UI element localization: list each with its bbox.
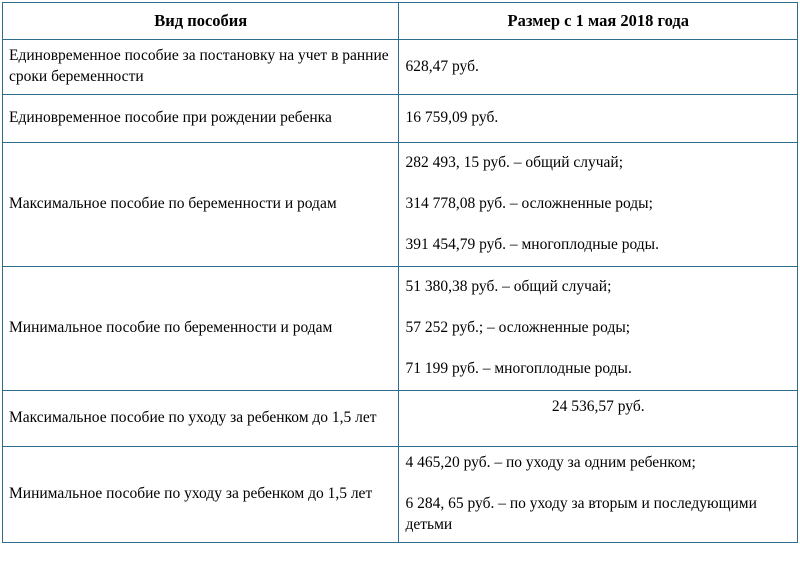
column-header-amount: Размер с 1 мая 2018 года [399, 3, 798, 40]
amount-line: 314 778,08 руб. – осложненные роды; [405, 195, 653, 213]
table-row [3, 267, 798, 391]
cell-benefit-amount [399, 391, 798, 447]
cell-benefit-amount [399, 143, 798, 267]
column-header-type: Вид пособия [3, 3, 399, 40]
amount-line: 628,47 руб. [405, 57, 479, 75]
amount-line: 391 454,79 руб. – многоплодные роды. [405, 236, 659, 254]
cell-benefit-amount [399, 95, 798, 143]
document-sheet [0, 2, 800, 576]
amount-line: 16 759,09 руб. [405, 109, 499, 127]
table-row [3, 447, 798, 543]
benefits-table [2, 2, 798, 543]
table-row [3, 143, 798, 267]
amount-line: 24 536,57 руб. [551, 398, 645, 416]
table-header-row [3, 3, 798, 40]
cell-benefit-amount [399, 40, 798, 95]
table-body [3, 40, 798, 543]
cell-benefit-type: Максимальное пособие по уходу за ребенком до 1,5 лет [3, 391, 399, 447]
cell-benefit-type: Минимальное пособие по беременности и родам [3, 267, 399, 391]
table-row [3, 391, 798, 447]
amount-line: 282 493, 15 руб. – общий случай; [405, 154, 624, 172]
amount-line: 6 284, 65 руб. – по уходу за вторым и последующими детьми [405, 495, 757, 533]
cell-benefit-type: Единовременное пособие за постановку на учет в ранние сроки беременности [3, 40, 399, 95]
amount-line: 71 199 руб. – многоплодные роды. [405, 360, 632, 378]
cell-benefit-type: Единовременное пособие при рождении ребенка [3, 95, 399, 143]
amount-line: 51 380,38 руб. – общий случай; [405, 278, 612, 296]
cell-benefit-amount [399, 267, 798, 391]
cell-benefit-type: Минимальное пособие по уходу за ребенком до 1,5 лет [3, 447, 399, 543]
table-row [3, 95, 798, 143]
cell-benefit-type: Максимальное пособие по беременности и родам [3, 143, 399, 267]
cell-benefit-amount [399, 447, 798, 543]
amount-line: 4 465,20 руб. – по уходу за одним ребенком; [405, 454, 696, 472]
table-row [3, 40, 798, 95]
amount-line: 57 252 руб.; – осложненные роды; [405, 319, 631, 337]
